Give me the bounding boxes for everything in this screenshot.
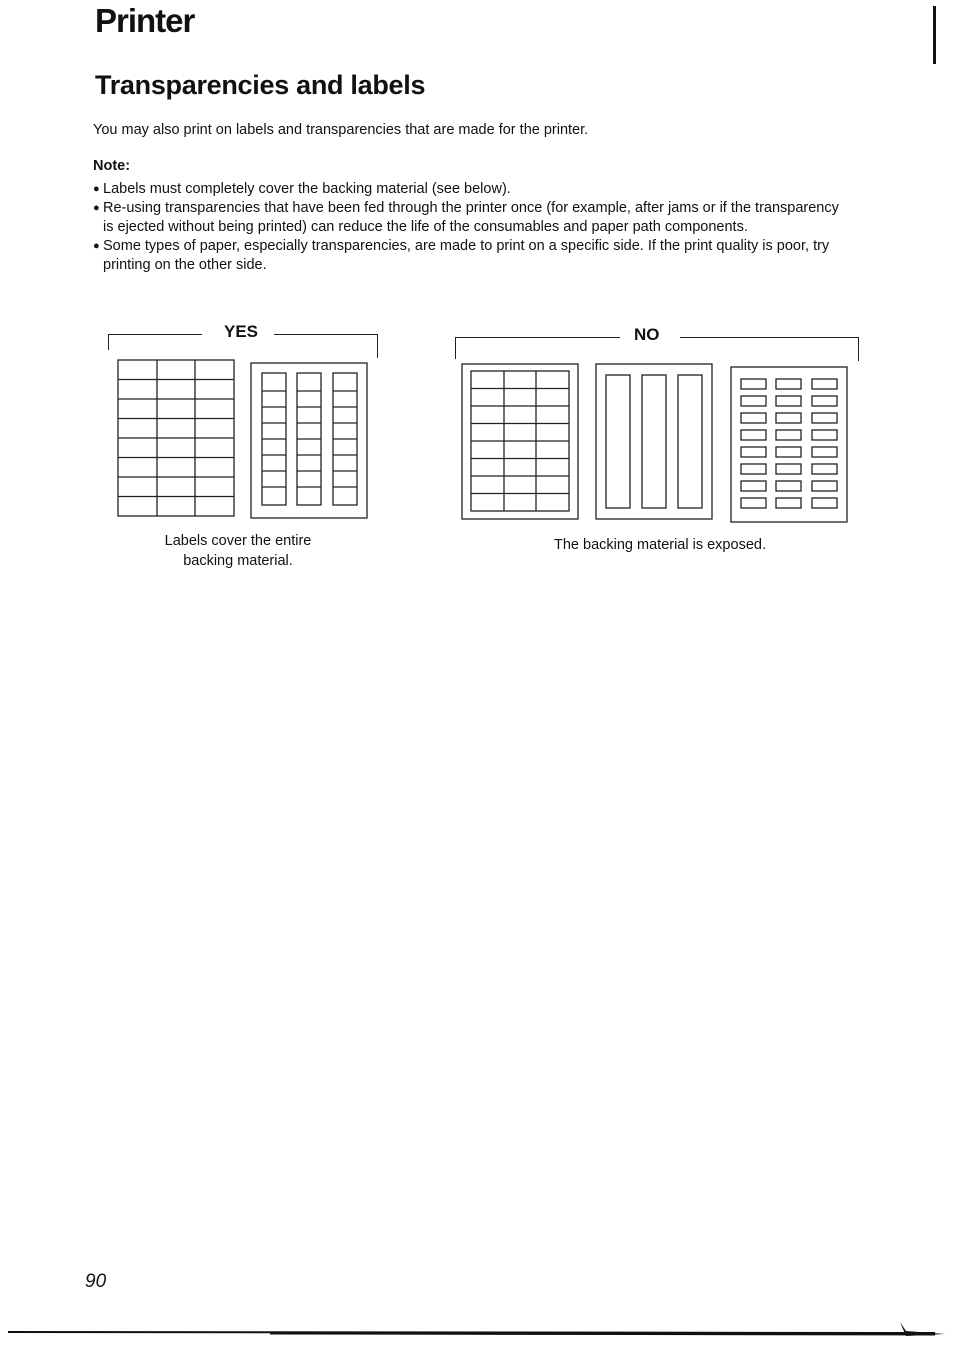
yes-bracket-left-tick xyxy=(108,334,109,350)
yes-label: YES xyxy=(224,322,259,341)
no-bracket-right-tick xyxy=(858,337,859,361)
note-text: Some types of paper, especially transparencies, are made to print on a specific side. If the print quality is poor, try printing on the other side. xyxy=(103,238,830,273)
no-label-sheets-illustration xyxy=(458,360,853,528)
note-item xyxy=(93,237,853,275)
no-caption: The backing material is exposed. xyxy=(554,537,766,553)
intro-paragraph: You may also print on labels and transparencies that are made for the printer. xyxy=(93,122,589,138)
note-text: Labels must completely cover the backing material (see below). xyxy=(103,181,511,197)
yes-label-sheets-illustration xyxy=(110,355,372,525)
page-number: 90 xyxy=(85,1271,107,1292)
no-label: NO xyxy=(634,325,660,344)
yes-caption xyxy=(128,531,348,571)
section-title: Transparencies and labels xyxy=(95,70,426,100)
small-label-grid xyxy=(741,379,837,508)
yes-column-sheet xyxy=(251,363,367,518)
bullet-icon: ● xyxy=(93,202,100,214)
bullet-icon: ● xyxy=(93,240,100,252)
margin-marker xyxy=(933,6,936,64)
note-label: Note: xyxy=(93,158,131,174)
no-small-labels-sheet xyxy=(731,367,847,522)
yes-caption-line1: Labels cover the entire xyxy=(164,533,312,549)
note-text: Re-using transparencies that have been fed through the printer once (for example, after jams or if the transparency is ejected without being printed) can reduce the life of the consumables and paper path components. xyxy=(103,200,839,235)
note-item xyxy=(93,199,853,237)
note-list xyxy=(93,180,853,275)
no-bracket-right xyxy=(680,337,859,338)
bullet-icon: ● xyxy=(93,183,100,195)
yes-bracket-right-tick xyxy=(377,334,378,358)
no-bracket-left-tick xyxy=(455,337,456,359)
yes-bracket-right xyxy=(274,334,378,335)
yes-caption-line2: backing material. xyxy=(183,553,293,569)
yes-bracket-left xyxy=(108,334,202,335)
no-strip-sheet xyxy=(596,364,712,519)
note-item xyxy=(93,180,853,199)
bottom-rule xyxy=(0,1318,954,1342)
no-bracket-left xyxy=(455,337,620,338)
chapter-title: Printer xyxy=(95,2,195,39)
